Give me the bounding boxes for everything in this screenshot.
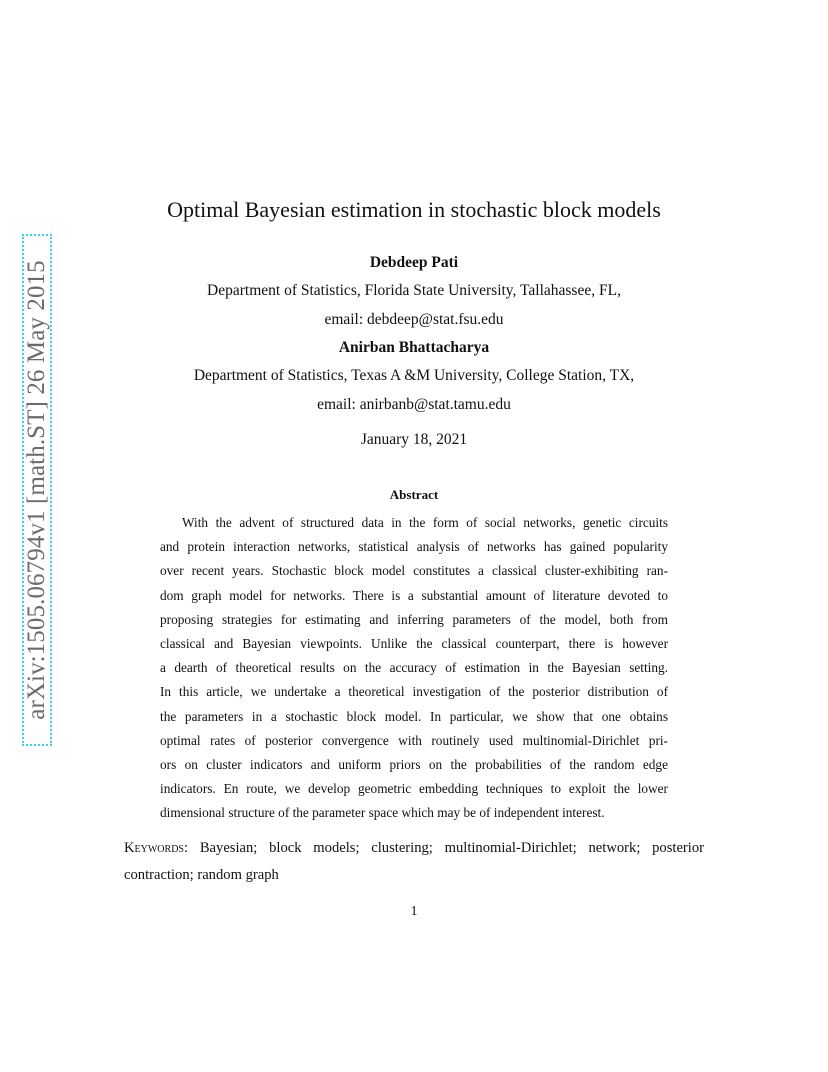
abstract-line: optimal rates of posterior convergence with routinely used multinomial-Dirichlet pri- — [160, 732, 668, 748]
keywords-label: Keywords: — [124, 840, 189, 856]
author-name-1: Debdeep Pati — [369, 254, 459, 271]
author-name-2: Anirban Bhattacharya — [338, 339, 490, 356]
abstract-line: ors on cluster indicators and uniform priors on the probabilities of the random edge — [160, 756, 668, 772]
abstract-line: indicators. En route, we develop geometric embedding techniques to exploit the lower — [160, 781, 668, 797]
abstract-line: dimensional structure of the parameter space which may be of independent interest. — [160, 805, 605, 821]
keywords-line-continued: contraction; random graph — [124, 867, 279, 883]
author-email-1: email: debdeep@stat.fsu.edu — [324, 311, 504, 328]
author-affiliation-2: Department of Statistics, Texas A &M University, College Station, TX, — [193, 367, 635, 384]
abstract-line: With the advent of structured data in the form of social networks, genetic circuits — [182, 515, 668, 530]
abstract-line: classical and Bayesian viewpoints. Unlike the classical counterpart, there is however — [160, 635, 668, 651]
paper-date: January 18, 2021 — [360, 431, 468, 448]
author-email-2: email: anirbanb@stat.tamu.edu — [317, 396, 511, 413]
paper-title: Optimal Bayesian estimation in stochastic block models — [167, 197, 661, 222]
author-affiliation-1: Department of Statistics, Florida State University, Tallahassee, FL, — [207, 282, 621, 299]
abstract-line: over recent years. Stochastic block model constitutes a classical cluster-exhibiting ran- — [160, 563, 668, 579]
abstract-line: dom graph model for networks. There is a substantial amount of literature devoted to — [160, 587, 668, 603]
abstract-line: proposing strategies for estimating and inferring parameters of the model, both from — [160, 611, 668, 627]
keywords-section — [124, 835, 704, 889]
abstract-line: a dearth of theoretical results on the accuracy of estimation in the Bayesian setting. — [160, 660, 668, 676]
abstract-line: and protein interaction networks, statistical analysis of networks has gained popularity — [160, 539, 668, 555]
abstract-line: the parameters in a stochastic block model. In particular, we show that one obtains — [160, 708, 668, 724]
page-number: 1 — [410, 904, 418, 919]
abstract-heading: Abstract — [389, 487, 439, 502]
arxiv-identifier: arXiv:1505.06794v1 [math.ST] 26 May 2015 — [23, 260, 50, 720]
keywords-line — [124, 835, 704, 862]
keywords-text: Bayesian; block models; clustering; multinomial-Dirichlet; network; posterior — [199, 840, 704, 856]
abstract-body — [160, 511, 668, 825]
abstract-line: In this article, we undertake a theoretical investigation of the posterior distribution of — [160, 684, 668, 700]
